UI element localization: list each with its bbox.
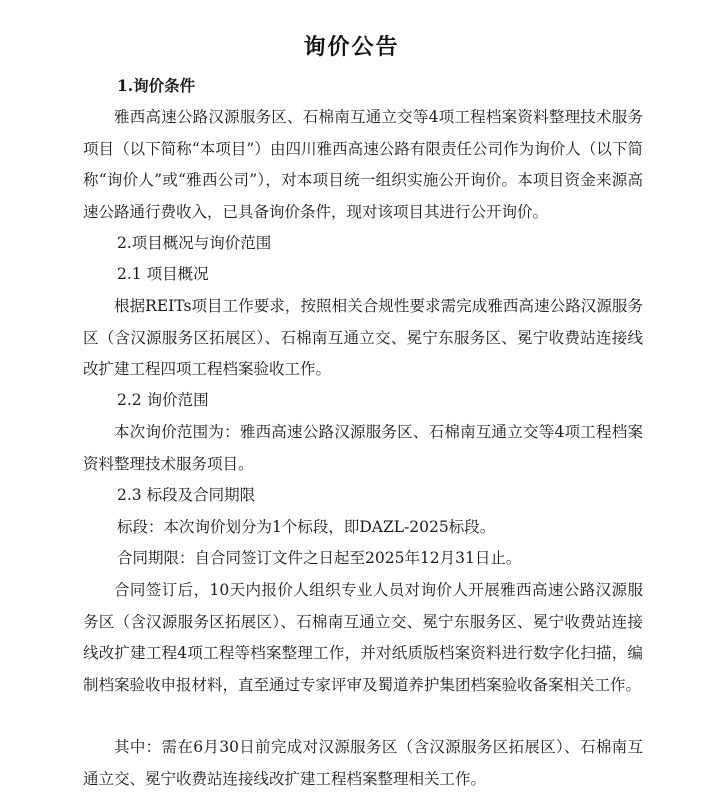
section-2-1-paragraph: 根据REITs项目工作要求，按照相关合规性要求需完成雅西高速公路汉源服务区（含汉源服务区拓展区）、石棉南互通立交、冕宁东服务区、冕宁收费站连接线改扩建工程四项工程档案验收工作。 [83, 297, 643, 378]
section-2-3-heading: 2.3 标段及合同期限 [117, 486, 256, 504]
section-2-2-heading: 2.2 询价范围 [117, 391, 209, 409]
section-2-3-deadline-paragraph: 其中：需在6月30日前完成对汉源服务区（含汉源服务区拓展区）、石棉南互通立交、冕宁收费站连接线改扩建工程档案整理相关工作。 [83, 738, 643, 788]
contract-period-line: 合同期限：自合同签订文件之日起至2025年12月31日止。 [117, 549, 522, 567]
section-2-heading: 2.项目概况与询价范围 [117, 234, 272, 252]
document-title: 询价公告 [303, 35, 400, 60]
section-1-paragraph: 雅西高速公路汉源服务区、石棉南互通立交等4项工程档案资料整理技术服务项目（以下简称“本项目”）由四川雅西高速公路有限责任公司作为询价人（以下简称“询价人”或“雅西公司”），对本项目统一组织实施公开询价。本项目资金来源高速公路通行费收入，已具备询价条件，现对该项目其进行公开询价。 [83, 108, 643, 221]
section-2-1-heading: 2.1 项目概况 [117, 265, 209, 283]
bid-section-line: 标段：本次询价划分为1个标段，即DAZL-2025标段。 [117, 518, 496, 536]
section-2-2-paragraph: 本次询价范围为：雅西高速公路汉源服务区、石棉南互通立交等4项工程档案资料整理技术服务项目。 [83, 423, 643, 473]
section-1-heading: 1.询价条件 [117, 76, 196, 95]
section-2-3-paragraph: 合同签订后，10天内报价人组织专业人员对询价人开展雅西高速公路汉源服务区（含汉源服务区拓展区）、石棉南互通立交、冕宁东服务区、冕宁收费站连接线改扩建工程4项工程等档案整理工作，并对纸质版档案资料进行数字化扫描，编制档案验收申报材料，直至通过专家评审及蜀道养护集团档案验收备案相关工作。 [83, 581, 643, 694]
